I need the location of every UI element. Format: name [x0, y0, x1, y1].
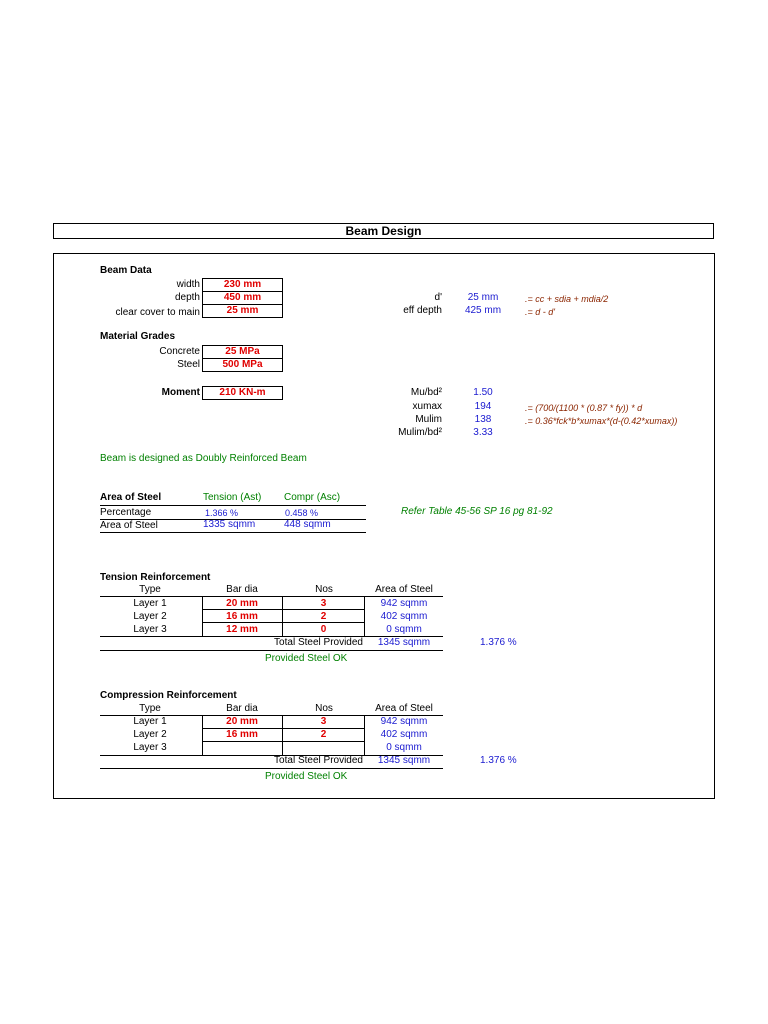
tension-header-nos: Nos	[315, 584, 333, 595]
divider	[202, 741, 364, 742]
compression-status: Provided Steel OK	[265, 771, 348, 782]
tension-header-area: Area of Steel	[375, 584, 433, 595]
reference-note: Refer Table 45-56 SP 16 pg 81-92	[401, 506, 553, 517]
tension-status: Provided Steel OK	[265, 653, 348, 664]
eff-depth-formula: .= d - d'	[525, 307, 555, 317]
tension-column-header: Tension (Ast)	[203, 492, 262, 503]
moment-input[interactable]: 210 KN-m	[202, 386, 283, 400]
compression-row-area: 402 sqmm	[380, 729, 428, 740]
mulim-formula: .= 0.36*fck*b*xumax*(d-(0.42*xumax))	[525, 416, 678, 426]
compression-row-area: 942 sqmm	[380, 716, 428, 727]
divider	[100, 532, 366, 533]
mulim-label: Mulim	[415, 414, 442, 425]
beam-data-heading: Beam Data	[100, 265, 152, 276]
tension-row-nos-input[interactable]: 3	[320, 598, 327, 609]
eff-depth-value: 425 mm	[464, 305, 502, 316]
tension-row-area: 942 sqmm	[380, 598, 428, 609]
mubd-value: 1.50	[473, 387, 493, 398]
material-grades-heading: Material Grades	[100, 331, 176, 342]
mulimbd-value: 3.33	[473, 427, 493, 438]
mubd-label: Mu/bd²	[410, 387, 442, 398]
divider	[100, 768, 443, 769]
tension-row-type: Layer 3	[133, 624, 167, 635]
tension-row-type: Layer 1	[133, 598, 167, 609]
xumax-value: 194	[474, 401, 492, 412]
cover-input[interactable]: 25 mm	[202, 304, 283, 318]
compression-row-type: Layer 3	[133, 742, 167, 753]
depth-label: depth	[174, 292, 200, 303]
tension-percentage: 1.366 %	[205, 508, 239, 518]
compr-column-header: Compr (Asc)	[284, 492, 341, 503]
mulim-value: 138	[474, 414, 492, 425]
compression-reinforcement-heading: Compression Reinforcement	[100, 690, 237, 701]
width-input[interactable]: 230 mm	[202, 278, 283, 292]
tension-row-nos-input[interactable]: 0	[320, 624, 327, 635]
compression-row-type: Layer 1	[133, 716, 167, 727]
steel-input[interactable]: 500 MPa	[202, 358, 283, 372]
compr-percentage: 0.458 %	[285, 508, 319, 518]
compression-total-label: Total Steel Provided	[274, 755, 363, 766]
compression-total-percent: 1.376 %	[480, 755, 517, 766]
tension-row-bar-input[interactable]: 16 mm	[226, 611, 258, 622]
xumax-label: xumax	[412, 401, 442, 412]
compression-row-nos-input[interactable]: 2	[320, 729, 327, 740]
tension-row-bar-input[interactable]: 20 mm	[226, 598, 258, 609]
concrete-input[interactable]: 25 MPa	[202, 345, 283, 359]
width-label: width	[176, 279, 200, 290]
tension-header-type: Type	[139, 584, 161, 595]
concrete-label: Concrete	[159, 346, 200, 357]
design-note: Beam is designed as Doubly Reinforced Beam	[100, 453, 307, 464]
page-title: Beam Design	[53, 223, 714, 239]
compression-total-value: 1345 sqmm	[377, 755, 431, 766]
cover-label: clear cover to main	[115, 307, 200, 318]
compression-row-bar-input[interactable]: 20 mm	[226, 716, 258, 727]
tension-row-area: 402 sqmm	[380, 611, 428, 622]
compression-row-nos-input[interactable]: 3	[320, 716, 327, 727]
steel-label: Steel	[177, 359, 200, 370]
d-prime-formula: .= cc + sdia + mdia/2	[525, 294, 609, 304]
compression-row-type: Layer 2	[133, 729, 167, 740]
xumax-formula: .= (700/(1100 * (0.87 * fy)) * d	[525, 403, 643, 413]
compression-header-area: Area of Steel	[375, 703, 433, 714]
d-prime-label: d'	[434, 292, 442, 303]
compression-header-type: Type	[139, 703, 161, 714]
compr-area: 448 sqmm	[284, 519, 331, 530]
compression-header-nos: Nos	[315, 703, 333, 714]
area-of-steel-heading: Area of Steel	[100, 492, 162, 503]
compression-row-bar-input[interactable]: 16 mm	[226, 729, 258, 740]
area-of-steel-label: Area of Steel	[100, 520, 158, 531]
tension-area: 1335 sqmm	[203, 519, 256, 530]
compression-row-area: 0 sqmm	[386, 742, 422, 753]
tension-total-percent: 1.376 %	[480, 637, 517, 648]
tension-reinforcement-heading: Tension Reinforcement	[100, 572, 211, 583]
mulimbd-label: Mulim/bd²	[398, 427, 442, 438]
tension-row-bar-input[interactable]: 12 mm	[226, 624, 258, 635]
depth-input[interactable]: 450 mm	[202, 291, 283, 305]
divider	[100, 505, 366, 506]
tension-total-value: 1345 sqmm	[377, 637, 431, 648]
tension-row-area: 0 sqmm	[386, 624, 422, 635]
d-prime-value: 25 mm	[467, 292, 499, 303]
tension-row-type: Layer 2	[133, 611, 167, 622]
tension-total-label: Total Steel Provided	[274, 637, 363, 648]
divider	[100, 650, 443, 651]
tension-row-nos-input[interactable]: 2	[320, 611, 327, 622]
eff-depth-label: eff depth	[403, 305, 442, 316]
compression-header-bar: Bar dia	[226, 703, 258, 714]
divider	[100, 596, 443, 597]
percentage-label: Percentage	[100, 507, 152, 518]
tension-header-bar: Bar dia	[226, 584, 258, 595]
moment-label: Moment	[161, 387, 200, 398]
